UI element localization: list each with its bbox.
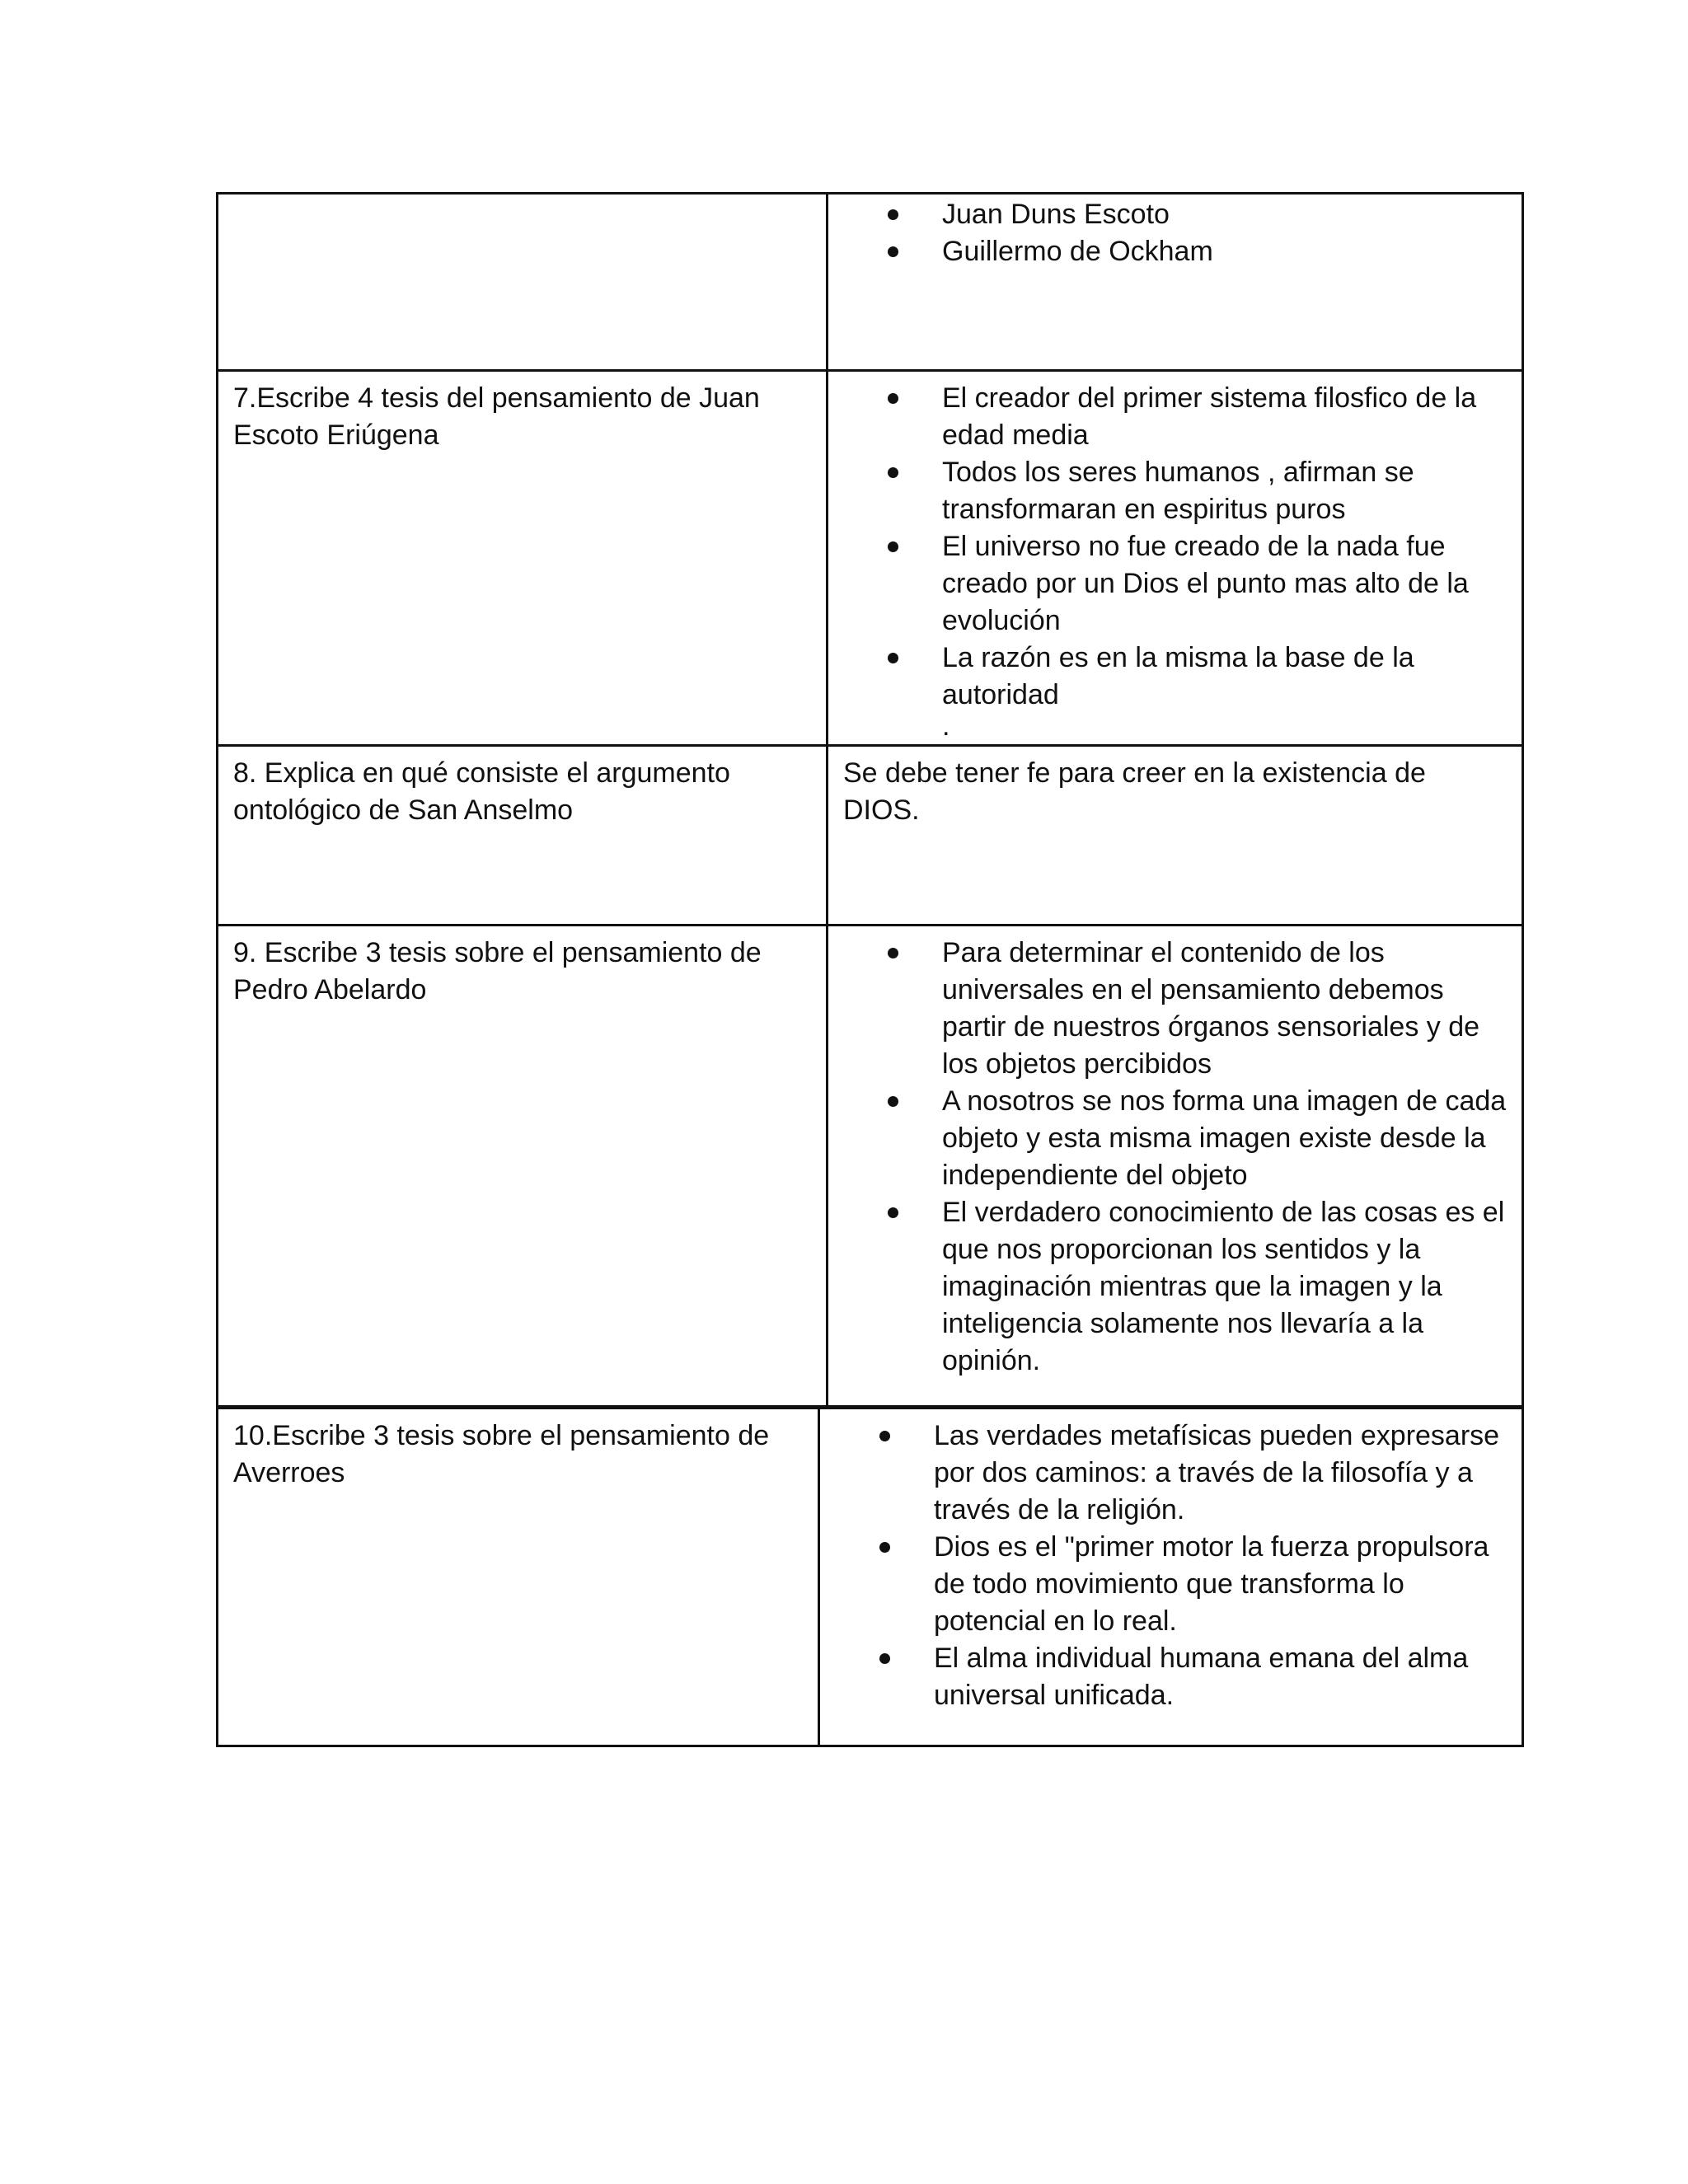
answer-cell bbox=[828, 926, 1522, 1405]
answer-list bbox=[835, 1418, 1507, 1714]
question-cell: 7.Escribe 4 tesis del pensamiento de Juan Escoto Eriúgena bbox=[218, 372, 828, 744]
list-item: El creador del primer sistema filosfico de la edad media bbox=[942, 380, 1507, 454]
table-row bbox=[216, 747, 1524, 926]
question-cell: 8. Explica en qué consiste el argumento ontológico de San Anselmo bbox=[218, 747, 828, 924]
list-item: Para determinar el contenido de los universales en el pensamiento debemos partir de nuestros órganos sensoriales y de los objetos percibidos bbox=[942, 935, 1507, 1083]
questions-table bbox=[216, 192, 1524, 1747]
list-item: El alma individual humana emana del alma universal unificada. bbox=[934, 1640, 1507, 1714]
answer-list bbox=[843, 380, 1507, 714]
table-row bbox=[216, 192, 1524, 372]
list-item: El verdadero conocimiento de las cosas es el que nos proporcionan los sentidos y la imaginación mientras que la imagen y la inteligencia solamente nos llevaría a la opinión. bbox=[942, 1194, 1507, 1380]
list-item: Dios es el "primer motor la fuerza propulsora de todo movimiento que transforma lo potencial en lo real. bbox=[934, 1529, 1507, 1640]
question-cell bbox=[218, 194, 828, 369]
answer-cell: Se debe tener fe para creer en la existencia de DIOS. bbox=[843, 757, 1426, 826]
list-item: Las verdades metafísicas pueden expresarse por dos caminos: a través de la filosofía y a través de la religión. bbox=[934, 1418, 1507, 1529]
answer-list bbox=[843, 196, 1507, 270]
table-row bbox=[216, 926, 1524, 1408]
question-cell: 9. Escribe 3 tesis sobre el pensamiento de Pedro Abelardo bbox=[218, 926, 828, 1405]
answer-cell bbox=[828, 372, 1522, 744]
answer-cell bbox=[828, 194, 1522, 369]
list-item: Guillermo de Ockham bbox=[942, 233, 1507, 270]
list-item: A nosotros se nos forma una imagen de cada objeto y esta misma imagen existe desde la independiente del objeto bbox=[942, 1083, 1507, 1194]
list-item: La razón es en la misma la base de la autoridad bbox=[942, 640, 1507, 714]
trailing-period: . bbox=[942, 710, 950, 742]
question-cell: 10.Escribe 3 tesis sobre el pensamiento de Averroes bbox=[218, 1409, 820, 1745]
list-item: Juan Duns Escoto bbox=[942, 196, 1507, 233]
answer-list bbox=[843, 935, 1507, 1380]
table-row bbox=[216, 372, 1524, 747]
list-item: El universo no fue creado de la nada fue creado por un Dios el punto mas alto de la evolución bbox=[942, 528, 1507, 640]
table-row bbox=[216, 1408, 1524, 1747]
answer-cell bbox=[820, 1409, 1522, 1745]
list-item: Todos los seres humanos , afirman se transformaran en espiritus puros bbox=[942, 454, 1507, 528]
